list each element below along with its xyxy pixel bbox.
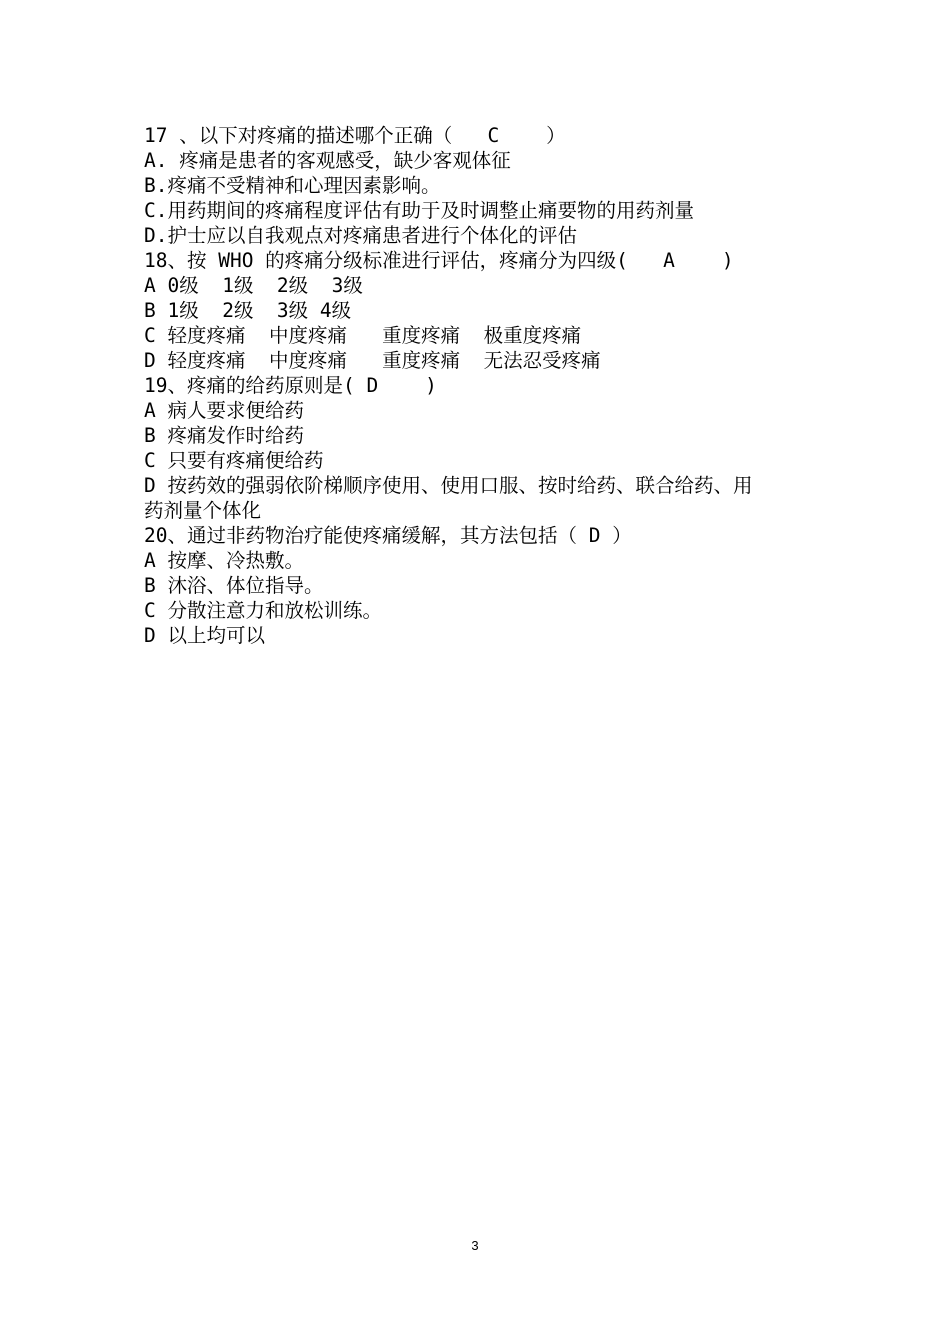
option-a: A. 疼痛是患者的客观感受，缺少客观体征: [144, 149, 511, 172]
option-c: C 轻度疼痛 中度疼痛 重度疼痛 极重度疼痛: [144, 324, 582, 347]
option-a: A 0级 1级 2级 3级: [144, 274, 363, 297]
option-c: C.用药期间的疼痛程度评估有助于及时调整止痛要物的用药剂量: [144, 199, 694, 222]
option-a: A 按摩、冷热敷。: [144, 549, 304, 572]
option-b: B.疼痛不受精神和心理因素影响。: [144, 174, 441, 197]
option-c: C 只要有疼痛便给药: [144, 449, 324, 472]
option-a: A 病人要求便给药: [144, 399, 304, 422]
option-c: C 分散注意力和放松训练。: [144, 599, 382, 622]
option-b: B 沐浴、体位指导。: [144, 574, 324, 597]
question-19: [144, 373, 824, 523]
option-b: B 1级 2级 3级 4级: [144, 299, 352, 322]
document-body: [144, 123, 824, 648]
option-d-continued: 药剂量个体化: [144, 499, 262, 522]
page-number: 3: [471, 1238, 479, 1253]
question-17: [144, 123, 824, 248]
option-b: B 疼痛发作时给药: [144, 424, 304, 447]
question-stem: 19、疼痛的给药原则是( D ): [144, 374, 437, 397]
question-stem: 17 、以下对疼痛的描述哪个正确（ C ）: [144, 124, 566, 147]
question-stem: 18、按 WHO 的疼痛分级标准进行评估，疼痛分为四级( A ): [144, 249, 734, 272]
question-20: [144, 523, 824, 648]
question-stem: 20、通过非药物治疗能使疼痛缓解，其方法包括（ D ）: [144, 524, 632, 547]
option-d: D 按药效的强弱依阶梯顺序使用、使用口服、按时给药、联合给药、用: [144, 474, 753, 497]
question-18: [144, 248, 824, 373]
option-d: D.护士应以自我观点对疼痛患者进行个体化的评估: [144, 224, 577, 247]
option-d: D 以上均可以: [144, 624, 265, 647]
option-d: D 轻度疼痛 中度疼痛 重度疼痛 无法忍受疼痛: [144, 349, 601, 372]
